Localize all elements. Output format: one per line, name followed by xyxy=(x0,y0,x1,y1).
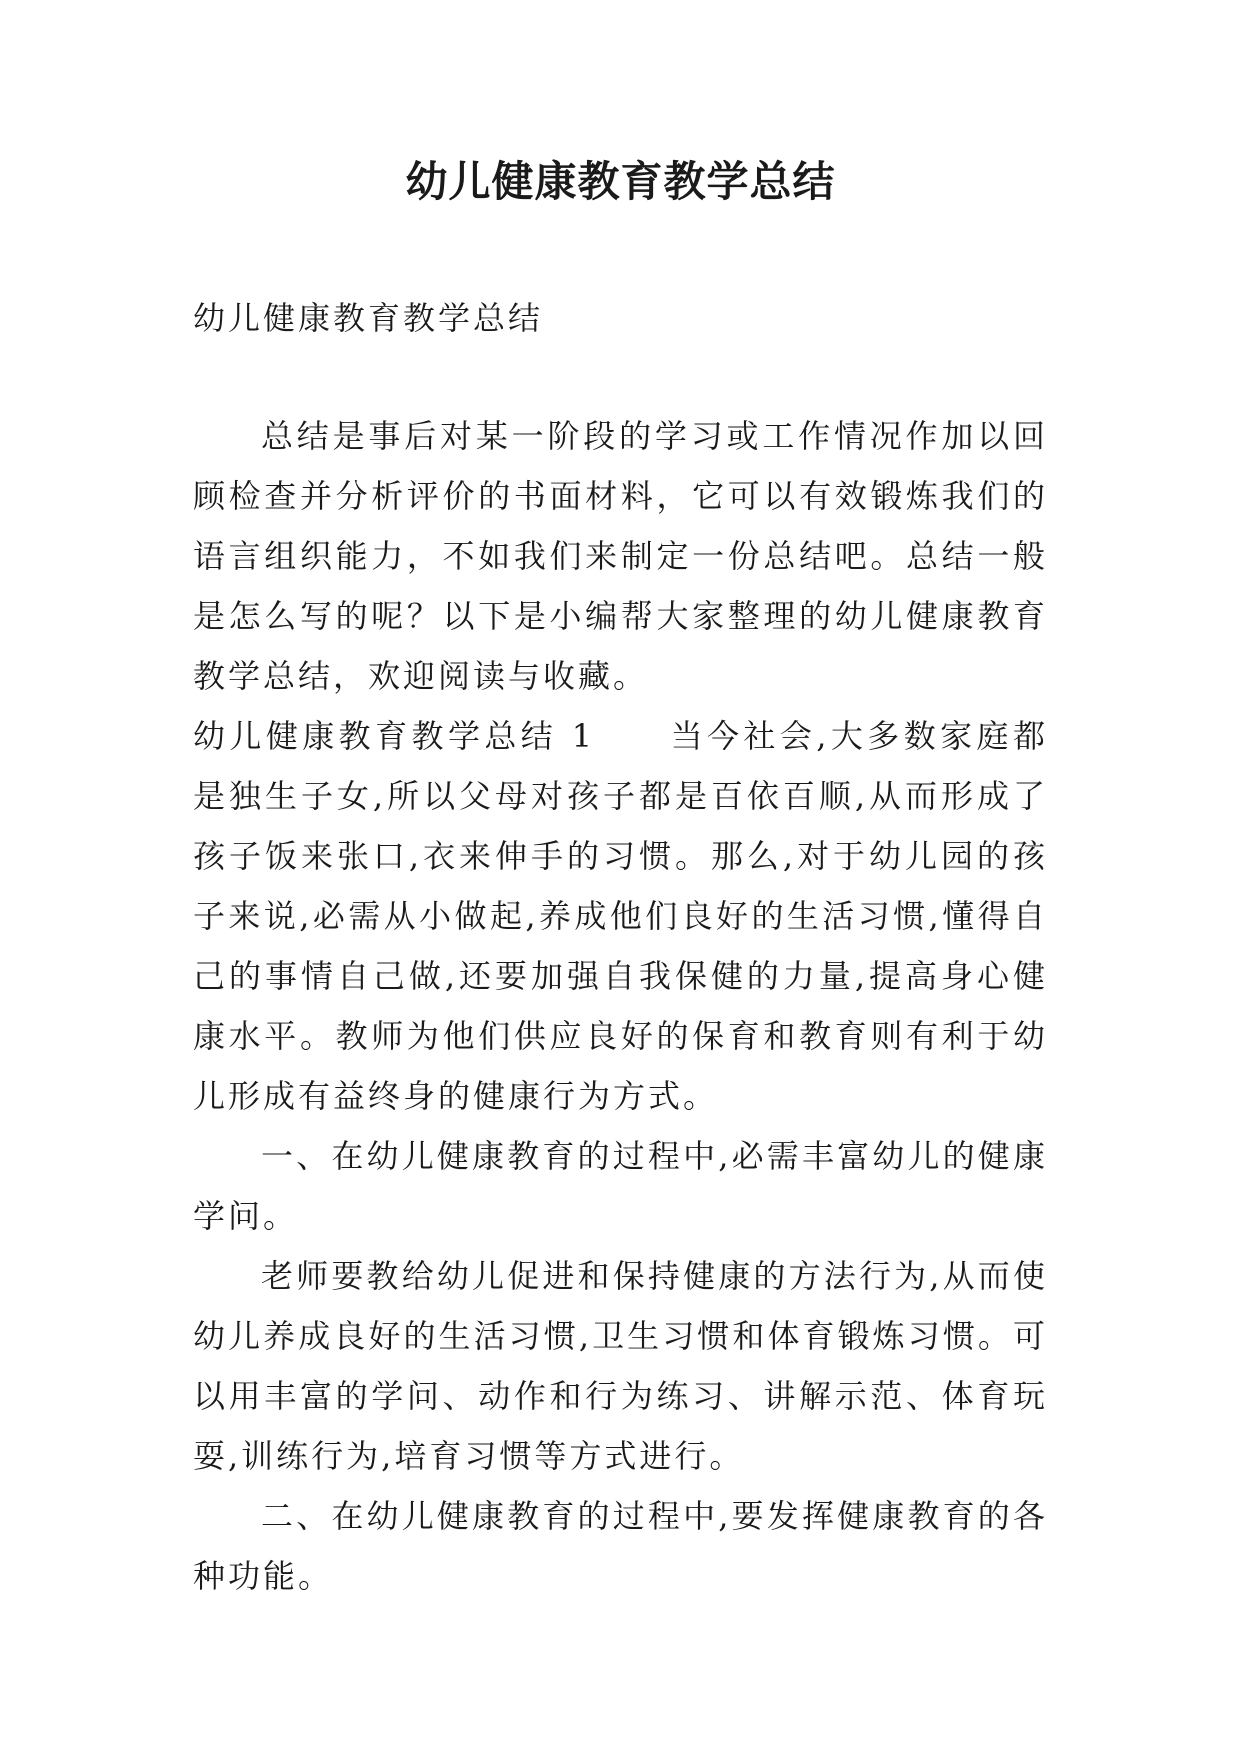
document-body xyxy=(193,288,1048,1606)
section-1-body: 当今社会,大多数家庭都是独生子女,所以父母对孩子都是百依百顺,从而形成了孩子饭来张口,衣来伸手的习惯。那么,对于幼儿园的孩子来说,必需从小做起,养成他们良好的生活习惯,懂得自己的事情自己做,还要加强自我保健的力量,提高身心健康水平。教师为他们供应良好的保育和教育则有利于幼儿形成有益终身的健康行为方式。 xyxy=(193,717,1048,1115)
point-1-body: 老师要教给幼儿促进和保持健康的方法行为,从而使幼儿养成良好的生活习惯,卫生习惯和体育锻炼习惯。可以用丰富的学问、动作和行为练习、讲解示范、体育玩耍,训练行为,培育习惯等方式进行。 xyxy=(193,1257,1048,1475)
section-1-heading: 幼儿健康教育教学总结 1 xyxy=(193,717,596,755)
point-1-heading: 一、在幼儿健康教育的过程中,必需丰富幼儿的健康学问。 xyxy=(193,1137,1048,1235)
document-title: 幼儿健康教育教学总结 xyxy=(405,157,836,206)
intro-paragraph: 总结是事后对某一阶段的学习或工作情况作加以回顾检查并分析评价的书面材料，它可以有效锻炼我们的语言组织能力，不如我们来制定一份总结吧。总结一般是怎么写的呢？以下是小编帮大家整理的幼儿健康教育教学总结，欢迎阅读与收藏。 xyxy=(193,417,1048,695)
document-subtitle: 幼儿健康教育教学总结 xyxy=(193,299,544,337)
point-2-heading: 二、在幼儿健康教育的过程中,要发挥健康教育的各种功能。 xyxy=(193,1497,1048,1595)
section-1-paragraph xyxy=(193,706,1048,1126)
